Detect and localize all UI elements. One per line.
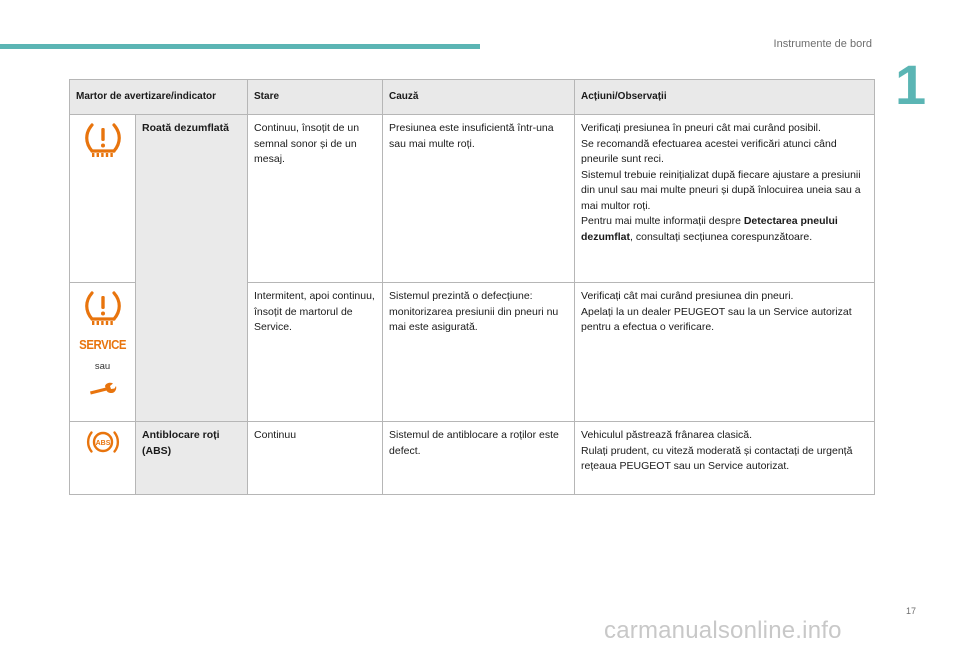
- header-cause: Cauză: [383, 80, 575, 115]
- table-header-row: [70, 80, 875, 115]
- action-line: Rulați prudent, cu viteză moderată și contactați de urgență rețeaua PEUGEOT sau un Service autorizat.: [581, 444, 853, 472]
- actions-cell: [575, 422, 875, 495]
- or-label: sau: [94, 360, 111, 372]
- icon-cell: [70, 422, 136, 495]
- action-line: Verificați cât mai curând presiunea din pneuri.: [581, 290, 794, 302]
- indicator-name: Roată dezumflată: [136, 115, 248, 422]
- wrench-icon: [76, 382, 129, 396]
- header-actions: Acțiuni/Observații: [575, 80, 875, 115]
- cause-cell: Sistemul de antiblocare a roților este defect.: [383, 422, 575, 495]
- actions-cell: [575, 115, 875, 283]
- action-line: Apelați la un dealer PEUGEOT sau la un Service autorizat pentru a efectua o verificare.: [581, 305, 852, 333]
- state-cell: Continuu, însoțit de un semnal sonor și de un mesaj.: [248, 115, 383, 283]
- svg-text:ABS: ABS: [95, 440, 110, 447]
- state-cell: Intermitent, apoi continuu, însoțit de martorul de Service.: [248, 283, 383, 422]
- service-icon: SERVICE: [79, 337, 127, 352]
- action-line: Vehiculul păstrează frânarea clasică.: [581, 429, 753, 441]
- table-row: [70, 115, 875, 283]
- header-state: Stare: [248, 80, 383, 115]
- actions-cell: [575, 283, 875, 422]
- warning-lights-table: [69, 79, 875, 495]
- accent-bar: [0, 44, 480, 49]
- table-row: [70, 422, 875, 495]
- action-line: [581, 214, 868, 245]
- cause-cell: Sistemul prezintă o defecțiune: monitorizarea presiunii din pneuri nu mai este asigurată.: [383, 283, 575, 422]
- action-line: Se recomandă efectuarea acestei verificări atunci când pneurile sunt reci.: [581, 137, 837, 165]
- abs-warning-icon: [76, 428, 129, 456]
- icon-cell: [70, 115, 136, 283]
- action-line: Verificați presiunea în pneuri cât mai curând posibil.: [581, 122, 821, 134]
- state-cell: Continuu: [248, 422, 383, 495]
- cause-cell: Presiunea este insuficientă într-una sau mai multe roți.: [383, 115, 575, 283]
- action-line: Sistemul trebuie reinițializat după fiecare ajustare a presiunii din unul sau mai multe pneuri și după înlocuirea uneia sau a mai multor roți.: [581, 168, 861, 212]
- header-indicator: Martor de avertizare/indicator: [70, 80, 248, 115]
- watermark: carmanualsonline.info: [604, 617, 842, 644]
- page-number: 17: [906, 606, 917, 616]
- tire-pressure-warning-icon: [76, 121, 129, 159]
- tire-pressure-warning-icon: [76, 289, 129, 327]
- icon-cell: [70, 283, 136, 422]
- chapter-number: 1: [895, 53, 927, 116]
- section-title: Instrumente de bord: [773, 38, 872, 50]
- action-reference: Detectarea pneului dezumflat: [581, 215, 838, 243]
- indicator-name: Antiblocare roți (ABS): [136, 422, 248, 495]
- action-text: , consultați secțiunea corespunzătoare.: [630, 230, 813, 243]
- action-text: Pentru mai multe informații despre: [581, 215, 744, 227]
